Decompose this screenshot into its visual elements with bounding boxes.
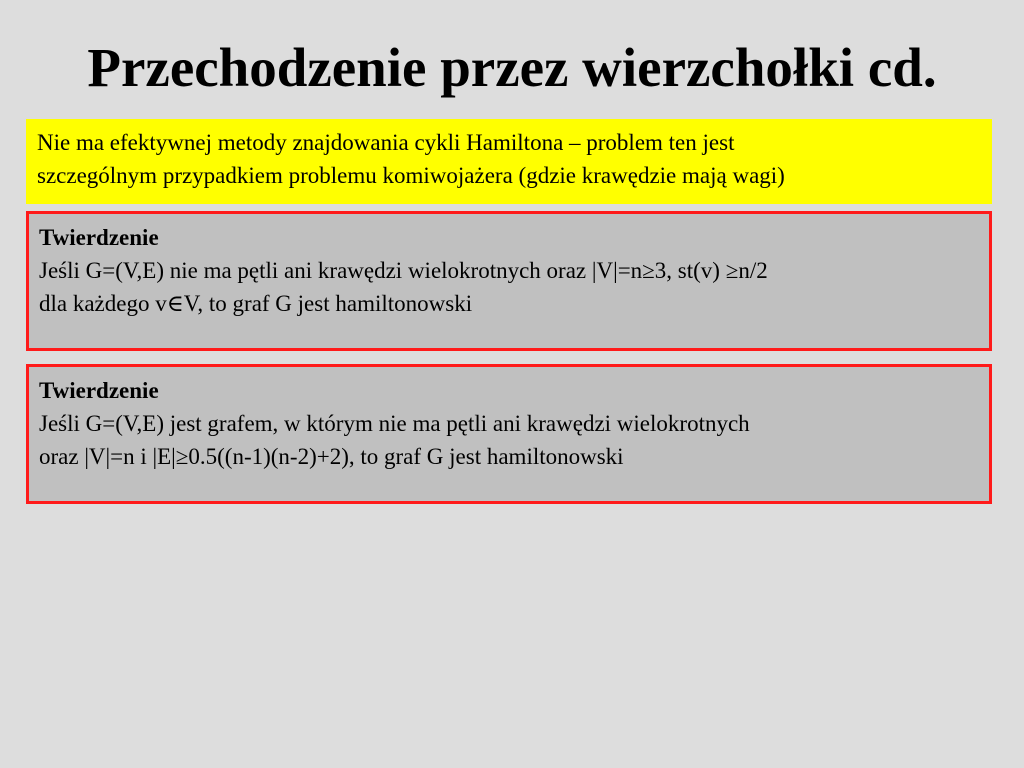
intro-note-box xyxy=(26,119,992,204)
theorem-box-2 xyxy=(26,364,992,504)
theorem-heading: Twierdzenie xyxy=(39,378,159,403)
theorem-box-1 xyxy=(26,211,992,351)
theorem-statement-line-1: Jeśli G=(V,E) jest grafem, w którym nie ma pętli ani krawędzi wielokrotnych xyxy=(39,411,750,436)
theorem-statement-line-2: oraz |V|=n i |E|≥0.5((n-1)(n-2)+2), to graf G jest hamiltonowski xyxy=(39,444,624,469)
theorem-heading: Twierdzenie xyxy=(39,225,159,250)
theorem-statement-line-1: Jeśli G=(V,E) nie ma pętli ani krawędzi wielokrotnych oraz |V|=n≥3, st(v) ≥n/2 xyxy=(39,258,768,283)
slide-title: Przechodzenie przez wierzchołki cd. xyxy=(87,37,937,98)
intro-line-1: Nie ma efektywnej metody znajdowania cykli Hamiltona – problem ten jest xyxy=(37,130,735,155)
intro-line-2: szczególnym przypadkiem problemu komiwojażera (gdzie krawędzie mają wagi) xyxy=(37,163,785,188)
theorem-statement-line-2: dla każdego v∈V, to graf G jest hamiltonowski xyxy=(39,291,473,316)
